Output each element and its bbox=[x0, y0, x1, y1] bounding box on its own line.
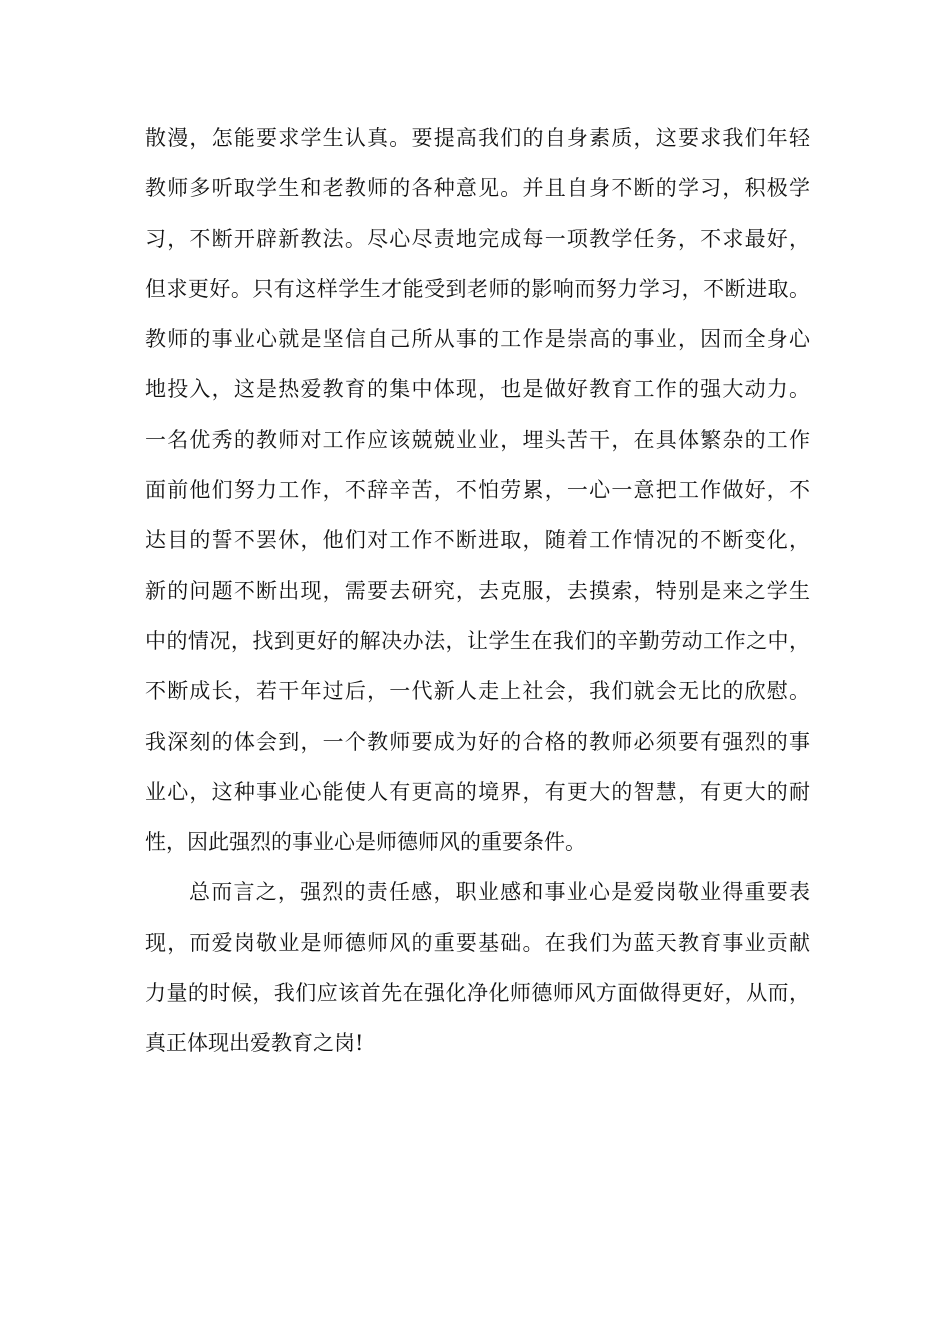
text-line: 散漫，怎能要求学生认真。要提高我们的自身素质，这要求我们年轻 bbox=[145, 126, 810, 150]
paragraph-first-line: 总而言之，强烈的责任感，职业感和事业心是爱岗敬业得重要表 bbox=[189, 880, 810, 905]
text-line: 现，而爱岗敬业是师德师风的重要基础。在我们为蓝天教育事业贡献 bbox=[145, 930, 810, 955]
text-line: 我深刻的体会到，一个教师要成为好的合格的教师必须要有强烈的事 bbox=[145, 729, 810, 754]
text-line: 但求更好。只有这样学生才能受到老师的影响而努力学习，不断进取。 bbox=[145, 276, 810, 301]
text-line: 一名优秀的教师对工作应该兢兢业业，埋头苦干，在具体繁杂的工作 bbox=[145, 427, 810, 452]
text-line: 地投入，这是热爱教育的集中体现，也是做好教育工作的强大动力。 bbox=[145, 377, 810, 402]
text-line: 中的情况，找到更好的解决办法，让学生在我们的辛勤劳动工作之中， bbox=[145, 628, 810, 653]
text-line: 真正体现出爱教育之岗! bbox=[145, 1031, 364, 1056]
text-line: 教师的事业心就是坚信自己所从事的工作是崇高的事业，因而全身心 bbox=[145, 327, 810, 352]
text-line: 业心，这种事业心能使人有更高的境界，有更大的智慧，有更大的耐 bbox=[145, 779, 810, 804]
text-line: 习，不断开辟新教法。尽心尽责地完成每一项教学任务，不求最好， bbox=[145, 226, 810, 251]
document-body bbox=[145, 113, 810, 1069]
text-line: 教师多听取学生和老教师的各种意见。并且自身不断的学习，积极学 bbox=[145, 176, 810, 201]
text-line: 性，因此强烈的事业心是师德师风的重要条件。 bbox=[145, 830, 586, 855]
text-line: 面前他们努力工作，不辞辛苦，不怕劳累，一心一意把工作做好，不 bbox=[145, 478, 810, 503]
text-line: 达目的誓不罢休，他们对工作不断进取，随着工作情况的不断变化， bbox=[145, 528, 810, 553]
text-line: 力量的时候，我们应该首先在强化净化师德师风方面做得更好，从而， bbox=[145, 981, 810, 1006]
text-line: 不断成长，若干年过后，一代新人走上社会，我们就会无比的欣慰。 bbox=[145, 679, 810, 704]
text-line: 新的问题不断出现，需要去研究，去克服，去摸索，特别是来之学生 bbox=[145, 578, 810, 603]
